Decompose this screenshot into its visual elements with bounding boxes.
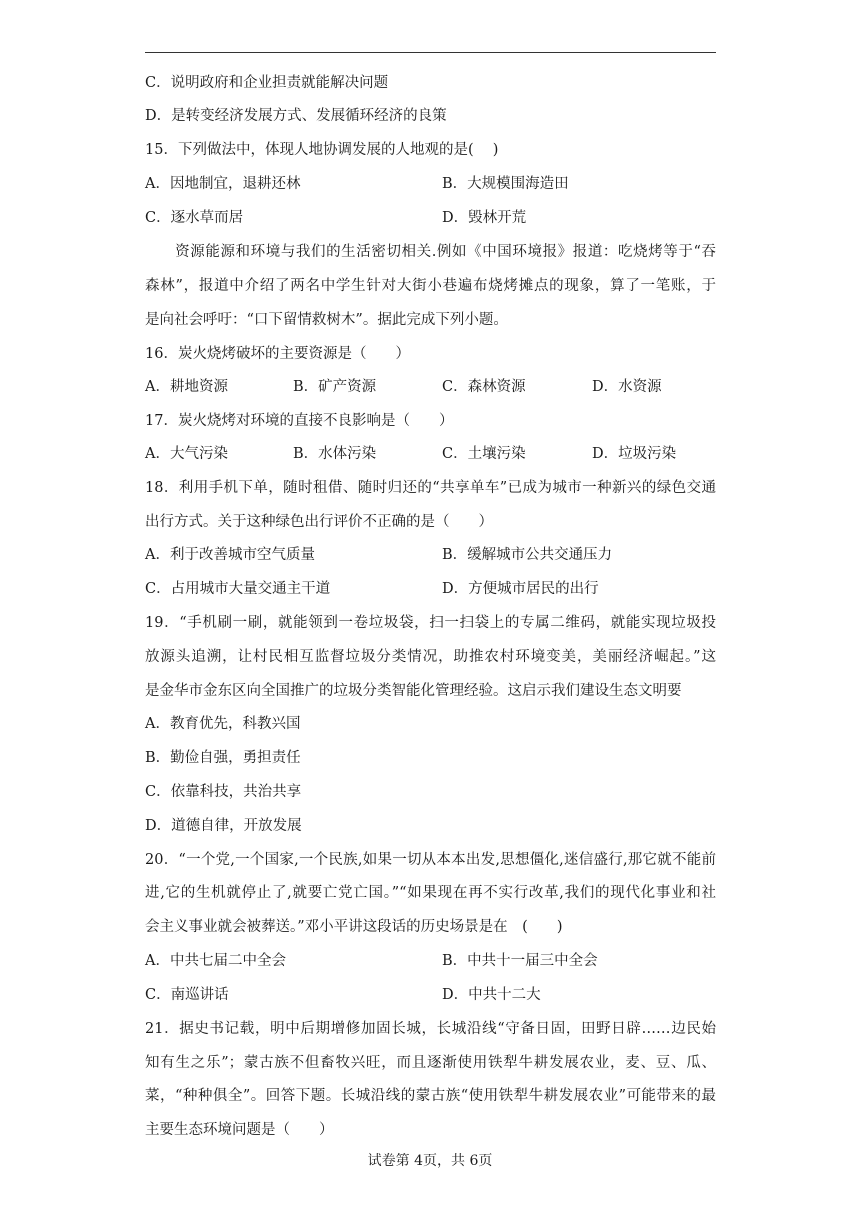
q18-option-a: A．利于改善城市空气质量: [145, 547, 315, 563]
q15-option-c: C．逐水草而居: [145, 210, 244, 226]
q16-stem: 16．炭火烧烤破坏的主要资源是（ ）: [145, 346, 410, 362]
q14-option-d: D．是转变经济发展方式、发展循环经济的良策: [145, 108, 447, 124]
q19-stem-line-1: 19．“手机刷一刷，就能领到一卷垃圾袋，扫一扫袋上的专属二维码，就能实现垃圾投: [145, 615, 716, 631]
q14-option-c: C．说明政府和企业担责就能解决问题: [145, 75, 389, 91]
q17-option-a: A．大气污染: [145, 446, 228, 462]
q15-option-d: D．毁林开荒: [442, 210, 527, 226]
q18-option-c: C．占用城市大量交通主干道: [145, 581, 331, 597]
intro-line-2: 森林”，报道中介绍了两名中学生针对大街小巷遍布烧烤摊点的现象，算了一笔账，于: [145, 278, 716, 294]
q18-stem-line-1: 18．利用手机下单，随时租借、随时归还的“共享单车”已成为城市一种新兴的绿色交通: [145, 480, 716, 496]
page-footer: 试卷第 4页，共 6页: [367, 1153, 493, 1169]
q19-option-c: C．依靠科技，共治共享: [145, 784, 302, 800]
q20-stem-line-2: 进,它的生机就停止了,就要亡党亡国。”“如果现在再不实行改革,我们的现代化事业和社: [145, 885, 716, 901]
q20-option-b: B．中共十一届三中全会: [442, 953, 598, 969]
header-rule: [145, 52, 716, 53]
q20-option-c: C．南巡讲话: [145, 987, 229, 1003]
q21-stem-line-3: 菜，“种种俱全”。回答下题。长城沿线的蒙古族“使用铁犁牛耕发展农业”可能带来的最: [145, 1088, 716, 1104]
q15-stem: 15．下列做法中，体现人地协调发展的人地观的是( ): [145, 142, 499, 158]
q17-option-b: B．水体污染: [293, 446, 377, 462]
q15-option-b: B．大规模围海造田: [442, 176, 569, 192]
intro-line-3: 是向社会呼吁：“口下留情救树木”。据此完成下列小题。: [145, 312, 508, 328]
q21-stem-line-2: 知有生之乐”；蒙古族不但畜牧兴旺，而且逐渐使用铁犁牛耕发展农业，麦、豆、瓜、: [145, 1055, 716, 1071]
intro-line-1: 资源能源和环境与我们的生活密切相关.例如《中国环境报》报道：吃烧烤等于“吞: [145, 244, 716, 260]
q20-stem-line-3: 会主义事业就会被葬送。”邓小平讲这段话的历史场景是在 ( ): [145, 919, 563, 935]
q18-stem-line-2: 出行方式。关于这种绿色出行评价不正确的是（ ）: [145, 514, 493, 530]
q15-option-a: A．因地制宜，退耕还林: [145, 176, 301, 192]
q19-stem-line-3: 是金华市金东区向全国推广的垃圾分类智能化管理经验。这启示我们建设生态文明要: [145, 683, 682, 699]
q16-option-b: B．矿产资源: [293, 379, 377, 395]
q21-stem-line-1: 21．据史书记载，明中后期增修加固长城，长城沿线“守备日固，田野日辟……边民始: [145, 1021, 716, 1037]
q19-option-b: B．勤俭自强，勇担责任: [145, 750, 301, 766]
q20-option-a: A．中共七届二中全会: [145, 953, 286, 969]
q18-option-b: B．缓解城市公共交通压力: [442, 547, 613, 563]
q19-option-d: D．道德自律，开放发展: [145, 818, 302, 834]
q16-option-d: D．水资源: [592, 379, 662, 395]
q19-stem-line-2: 放源头追溯，让村民相互监督垃圾分类情况，助推农村环境变美，美丽经济崛起。”这: [145, 649, 716, 665]
q20-stem-line-1: 20．“一个党,一个国家,一个民族,如果一切从本本出发,思想僵化,迷信盛行,那它就不能前: [145, 852, 716, 868]
q16-option-c: C．森林资源: [442, 379, 526, 395]
q17-option-c: C．土壤污染: [442, 446, 526, 462]
q17-stem: 17．炭火烧烤对环境的直接不良影响是（ ）: [145, 413, 454, 429]
q20-option-d: D．中共十二大: [442, 987, 541, 1003]
q17-option-d: D．垃圾污染: [592, 446, 677, 462]
q16-option-a: A．耕地资源: [145, 379, 228, 395]
q19-option-a: A．教育优先，科教兴国: [145, 716, 301, 732]
q18-option-d: D．方便城市居民的出行: [442, 581, 599, 597]
q21-stem-line-4: 主要生态环境问题是（ ）: [145, 1122, 334, 1138]
